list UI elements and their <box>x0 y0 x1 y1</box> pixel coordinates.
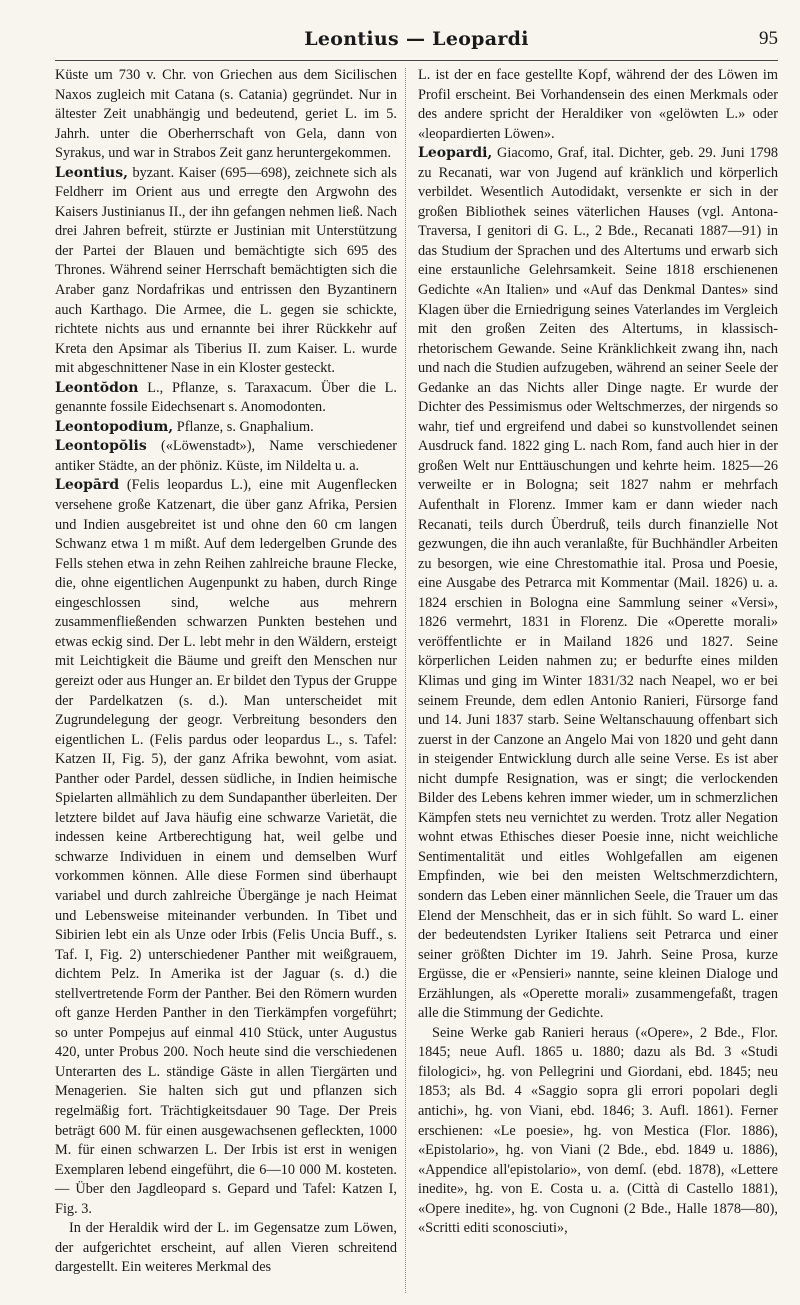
header-rule <box>55 60 778 61</box>
entry-headword: Leontopodium, <box>55 418 174 435</box>
dictionary-entry <box>55 379 397 418</box>
dictionary-entry <box>418 1024 778 1239</box>
left-column <box>55 66 397 1278</box>
entry-text: Pflanze, s. Gnaphalium. <box>173 418 314 435</box>
running-head: Leontius — Leopardi <box>304 28 529 50</box>
dictionary-entry <box>55 418 397 438</box>
dictionary-entry <box>418 66 778 144</box>
entry-text: byzant. Kaiser (695—698), zeichnete sich als Feldherr im Orient aus und erregte den Argwohn des Kaisers Justinianus II., der ihn gefangen nehmen ließ. Nach drei Jahren befreit, stürzte er Justinian mit Unterstützung der Partei der Blauen und bemächtigte sich 695 des Thrones. Während seiner Herrschaft bemächtigten sich die Araber ganz Nordafrikas und entrissen den Byzantinern auch Karthago. Die Armee, die L. gegen sie schickte, richtete nichts aus und ernannte bei ihrer Rückkehr auf Kreta den Apsimar als Tiberius II. zum Kaiser. L. wurde mit abgeschnittener Nase in ein Kloster gesteckt. <box>55 164 397 377</box>
entry-text: L. ist der en face gestellte Kopf, während der des Löwen im Profil erscheint. Bei Vorhandensein des einen Merkmals oder des andere spricht der Heraldiker von «gelöwten L.» oder «leopardierten Löwen». <box>418 67 778 142</box>
entry-text: Seine Werke gab Ranieri heraus («Opere», 2 Bde., Flor. 1845; neue Aufl. 1865 u. 1880; dazu als Bd. 3 «Studi filologici», hg. von Pellegrini und Giordani, ebd. 1845; neu 1853; als Bd. 4 «Saggio sopra gli errori popolari degli antichi», hg. von Viani, ebd. 1846; 3. Aufl. 1861). Ferner erschienen: «Le poesie», hg. von Mestica (Flor. 1886), «Epistolario», hg. von Viani (2 Bde., ebd. 1849 u. 1886), «Appendice all'epistolario», von demſ. (ebd. 1878), «Lettere inedite», hg. von E. Costa u. a. (Città di Castello 1881), «Opere inedite», hg. von Cugnoni (2 Bde., Halle 1878—80), «Scritti editi sconosciuti», <box>418 1024 778 1237</box>
entry-headword: Leontopŏlis <box>55 438 147 455</box>
dictionary-entry <box>55 476 397 1219</box>
page-header <box>55 28 778 56</box>
entry-headword: Leopardi, <box>418 145 493 162</box>
entry-text: (Felis leopardus L.), eine mit Augenflecken versehene große Katzenart, die über ganz Afrika, Persien und Indien ausgebreitet ist und ohne den 60 cm langen Schwanz etwa 1 m mißt. Auf dem ledergelben Grunde des Fells stehen etwa in zehn Reihen zahlreiche braune Flecke, die, ohne eigentlichen Augenpunkt zu haben, durch Ringe eingeschlossen sind, welche aus mehrern zusammenfließenden schwarzen Punkten bestehen und etwas eckig sind. Der L. lebt mehr in den Wäldern, ersteigt mit Leichtigkeit die Bäume und greift den Menschen nur gereizt oder aus Hunger an. Er bildet den Typus der Gruppe der Pardelkatzen (s. d.). Man unterscheidet mit Zugrundelegung der geogr. Verbreitung besonders den eigentlichen L. (Felis pardus oder leopardus L., s. Tafel: Katzen II, Fig. 5), der ganz Afrika bewohnt, vom asiat. Panther oder Pardel, dessen südliche, in Indien heimische Spielarten allmählich zu dem Sundapanther überleiten. Der letztere bildet auf Java häufig eine schwarze Varietät, die indessen keine Artberechtigung hat, weil gelbe und schwarze Individuen in einem und demselben Wurf vorkommen können. Alle diese Formen sind überhaupt variabel und durch zahlreiche Übergänge je nach Heimat und Lebensweise miteinander verbunden. In Tibet und Sibirien lebt ein als Unze oder Irbis (Felis Uncia Buff., s. Taf. I, Fig. 2) unterschiedener Panther mit weißgrauem, dichtem Pelz. In Amerika ist der Jaguar (s. d.) die stellvertretende Form der Panther. Bei den Römern wurden oft ganze Herden Panther in den Tierkämpfen vorgeführt; so unter Pompejus auf einmal 410 Stück, unter Augustus 420, unter Probus 200. Noch heute sind die verschiedenen Unterarten des L. ständige Gäste in allen Tiergärten und Menagerien. Sie halten sich gut und pflanzen sich regelmäßig fort. Trächtigkeitsdauer 90 Tage. Der Preis beträgt 600 M. für einen ausgewachsenen gefleckten, 1000 M. für einen schwarzen L. Der Irbis ist erst in wenigen Exemplaren lebend eingeführt, die 6—10 000 M. kosteten. — Über den Jagdleopard s. Gepard und Tafel: Katzen I, Fig. 3. <box>55 477 397 1217</box>
dictionary-entry <box>55 437 397 476</box>
entry-text: («Löwenstadt»), Name verschiedener antiker Städte, an der phöniz. Küste, im Nildelta u. a. <box>55 438 397 474</box>
dictionary-entry <box>55 66 397 164</box>
right-column <box>418 66 778 1239</box>
entry-text: Giacomo, Graf, ital. Dichter, geb. 29. Juni 1798 zu Recanati, war von Jugend auf kränklich und körperlich verbildet. Wesentlich Autodidakt, versenkte er sich in der großen Bibliothek seines väterlichen Hauses (vgl. Antona-Traversa, I genitori di G. L., 2 Bde., Recanati 1887—91) in das Studium der Sprachen und des Altertums und erwarb sich eine erstaunliche Gelehrsamkeit. Seine 1818 erschienenen Gedichte «An Italien» und «Auf das Denkmal Dantes» sind Klagen über die Erniedrigung seines Vaterlandes im Vergleich mit den großen Zeiten des Altertums, in klassisch-rhetorischem Gewande. Seine Kränklichkeit zwang ihn, nach und nach die Studien aufzugeben, während an seiner Seele der Gedanke an das Nichts aller Dinge nagte. Er wurde der Dichter des Pessimismus oder Weltschmerzes, der nirgends so wahr, tief und ergreifend und dabei so kunstvollendet seinen Ausdruck fand. 1822 ging L. nach Rom, fand auch hier in der großen Welt nur Enttäuschungen und kehrte heim. 1825—26 verweilte er in Bologna; seit 1827 nahm er mehrfach Aufenthalt in Florenz. Immer kam er dann wieder nach Recanati, teils durch Überdruß, teils durch finanzielle Not gezwungen, die ihn auch veranlaßte, für Buchhändler Arbeiten zu besorgen, wie eine Chrestomathie ital. Prosa und Poesie, eine Ausgabe des Petrarca mit Kommentar (Mail. 1826) u. a. 1824 erschien in Bologna eine Sammlung seiner «Versi», 1826 vermehrt, 1831 in Florenz. Die «Operette morali» veröffentlichte er in Mailand 1826 und 1827. Seine körperlichen Leiden nahmen zu; er bedurfte eines milden Klimas und ging im Winter 1831/32 nach Neapel, wo er bei seinem Freunde, dem edlen Antonio Ranieri, Fürsorge fand und 14. Juni 1837 starb. Seine Weltanschauung offenbart sich zuerst in der Canzone an Angelo Mai von 1820 und geht dann in steigender Entwicklung durch alle seine Verse. Es ist aber nicht dumpfe Resignation, was er singt; die verlockenden Bilder des Lebens kehren immer wieder, um in schmerzlichen Kämpfen stets neu vernichtet zu werden. Trotz aller Negation wohnt etwas Ethisches dieser Poesie inne, nicht weichliche Sentimentalität und eitles Wohlgefallen am eigenen Empfinden, wie bei den meisten Weltschmerzdichtern, sondern das Leben einer männlichen Seele, die Trauer um das Elend der Menschheit, das er in sich fühlt. So ward L. einer der bedeutendsten Lyriker Italiens seit Petrarca und einer seiner größten Dichter im 19. Jahrh. Seine Prosa, kurze Ergüsse, die er «Pensieri» nannte, seine kleinen Dialoge und Erzählungen, als «Operette morali» zusammengefaßt, tragen alle die Stimmung der Gedichte. <box>418 145 778 1022</box>
entry-headword: Leopārd <box>55 477 120 494</box>
dictionary-entry <box>55 164 397 379</box>
dictionary-entry <box>418 144 778 1024</box>
entry-text: L., Pflanze, s. Taraxacum. Über die L. genannte fossile Eidechsenart s. Anomodonten. <box>55 379 397 416</box>
page-number: 95 <box>759 28 778 49</box>
entry-headword: Leontius, <box>55 164 128 181</box>
entry-headword: Leontŏdon <box>55 379 139 396</box>
entry-text: In der Heraldik wird der L. im Gegensatze zum Löwen, der aufgerichtet erscheint, auf allen Vieren schreitend dargestellt. Ein weiteres Merkmal des <box>55 1220 397 1276</box>
entry-text: Küste um 730 v. Chr. von Griechen aus dem Sicilischen Naxos zugleich mit Catana (s. Catania) gegründet. Nur in ältester Zeit unabhängig und bedeutend, geriet L. im 5. Jahrh. unter die Oberherrschaft von Gela, dann von Syrakus, und war in Strabos Zeit ganz heruntergekommen. <box>55 67 397 162</box>
column-divider <box>405 68 406 1293</box>
dictionary-entry <box>55 1219 397 1278</box>
